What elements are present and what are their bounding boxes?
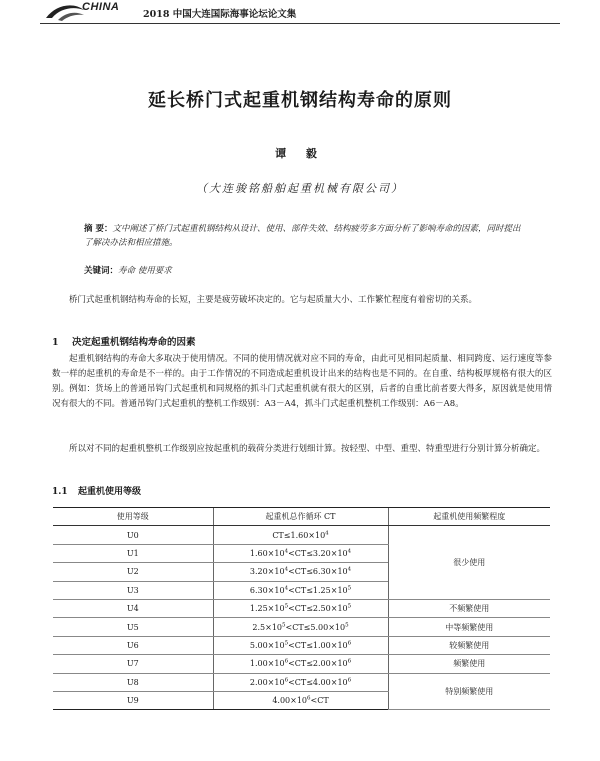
running-header	[0, 0, 600, 26]
cycle-cell: $1.25\times 10^5<CT\le 2.50\times 10^5$	[213, 599, 388, 617]
keywords-text: 寿命 使用要求	[118, 266, 172, 276]
keywords-label: 关键词：	[84, 266, 119, 276]
grade-cell: U1	[53, 544, 213, 562]
frequency-cell: 较频繁使用	[388, 636, 550, 654]
abstract-text: 文中阐述了桥门式起重机钢结构从设计、使用、部件失效、结构疲劳多方面分析了影响寿命的因素，同时提出了解决办法和相应措施。	[84, 224, 521, 248]
header-frequency: 起重机使用频繁程度	[388, 508, 550, 526]
header-rule	[40, 23, 560, 24]
table-row	[53, 618, 550, 636]
running-title: 2018 中国大连国际海事论坛论文集	[143, 9, 297, 20]
cycle-cell: $1.00\times 10^6<CT\le 2.00\times 10^6$	[213, 655, 388, 673]
grade-cell: U8	[53, 673, 213, 691]
frequency-cell: 很少使用	[388, 526, 550, 600]
abstract	[84, 222, 524, 250]
frequency-cell: 中等频繁使用	[388, 618, 550, 636]
grade-cell: U2	[53, 563, 213, 581]
section-1-1-title: 起重机使用等级	[78, 487, 142, 497]
frequency-cell: 不频繁使用	[388, 599, 550, 617]
cycle-cell: $2.5\times 10^5<CT\le 5.00\times 10^5$	[213, 618, 388, 636]
table-row	[53, 636, 550, 654]
table-row	[53, 655, 550, 673]
author-name: 谭 毅	[275, 147, 325, 160]
table-row	[53, 599, 550, 617]
section-1-paragraph-1: 起重机钢结构的寿命大多取决于使用情况。不同的使用情况就对应不同的寿命，由此可见相同起质量、相同跨度、运行速度等参数一样的起重机的寿命是不一样的。由于工作情况的不同造成起重机设计出来的结构也是不同的。在自重、结构板厚规格有很大的区别。例如：货场上的普通吊钩门式起重机和同规格的抓斗门式起重机就有很大的区别，后者的自重比前者要大得多，原因就是使用情况有很大的不同。普通吊钩门式起重机的整机工作级别：A3－A4，抓斗门式起重机整机工作级别：A6－A8。	[52, 354, 552, 409]
author-affiliation: （大连骏铭船舶起重机械有限公司）	[196, 182, 404, 195]
section-1-1-number: 1.1	[52, 487, 68, 497]
grade-cell: U3	[53, 581, 213, 599]
abstract-label: 摘 要：	[84, 224, 113, 234]
header-cycle: 起重机总作循环 CT	[213, 508, 388, 526]
grade-cell: U9	[53, 691, 213, 709]
keywords	[84, 264, 524, 276]
grade-cell: U4	[53, 599, 213, 617]
usage-grade-table	[53, 507, 550, 710]
section-1-heading	[52, 334, 196, 348]
grade-cell: U6	[53, 636, 213, 654]
cycle-cell: $6.30\times 10^4<CT\le 1.25\times 10^5$	[213, 581, 388, 599]
cycle-cell: $2.00\times 10^6<CT\le 4.00\times 10^6$	[213, 673, 388, 691]
table-row	[53, 673, 550, 691]
section-1-title: 决定起重机钢结构寿命的因素	[72, 337, 196, 348]
cycle-cell: $3.20\times 10^4<CT\le 6.30\times 10^4$	[213, 563, 388, 581]
intro-paragraph: 桥门式起重机钢结构寿命的长短，主要是疲劳破坏决定的。它与起质量大小、工作繁忙程度有着密切的关系。	[69, 295, 478, 305]
frequency-cell: 特别频繁使用	[388, 673, 550, 710]
table-row	[53, 526, 550, 544]
header-grade: 使用等级	[53, 508, 213, 526]
grade-cell: U5	[53, 618, 213, 636]
cycle-cell: $1.60\times 10^4<CT\le 3.20\times 10^4$	[213, 544, 388, 562]
cycle-cell: $5.00\times 10^5<CT\le 1.00\times 10^6$	[213, 636, 388, 654]
grade-cell: U0	[53, 526, 213, 544]
frequency-cell: 频繁使用	[388, 655, 550, 673]
section-1-number: 1	[52, 337, 59, 348]
section-1-paragraph-2: 所以对不同的起重机整机工作级别应按起重机的载荷分类进行划细计算。按轻型、中型、重型、特重型进行分别计算分析确定。	[69, 444, 546, 454]
cycle-cell: $4.00\times 10^6<CT$	[213, 691, 388, 709]
section-1-1-heading	[52, 484, 141, 497]
cycle-cell: $CT\le 1.60\times 10^4$	[213, 526, 388, 544]
grade-cell: U7	[53, 655, 213, 673]
table-header-row	[53, 508, 550, 526]
logo-text: CHINA	[82, 1, 120, 13]
paper-title: 延长桥门式起重机钢结构寿命的原则	[148, 90, 452, 111]
